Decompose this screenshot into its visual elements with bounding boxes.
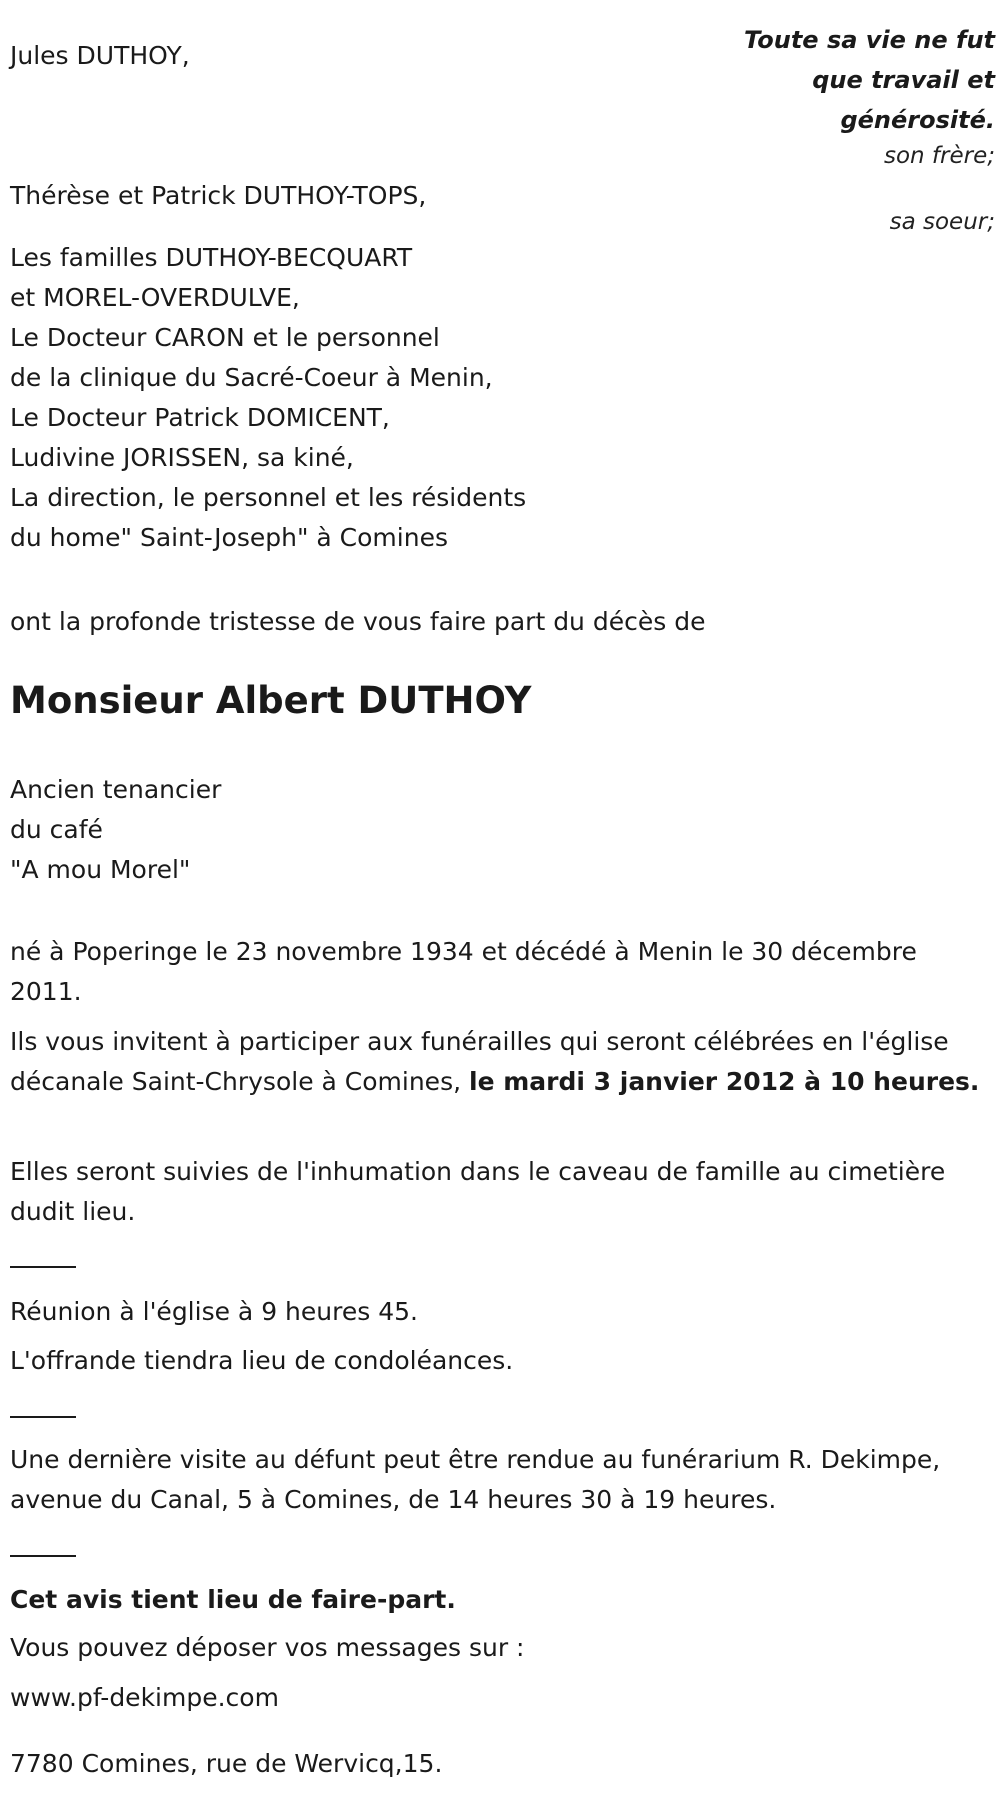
mourner-line: et MOREL-OVERDULVE, <box>10 283 300 312</box>
mourner-line: Les familles DUTHOY-BECQUART <box>10 243 413 272</box>
notice-text: Cet avis tient lieu de faire-part. <box>10 1585 456 1614</box>
occupation-line: du café <box>10 815 103 844</box>
deceased-name: Monsieur Albert DUTHOY <box>10 679 532 722</box>
epitaph-quote <box>744 20 995 140</box>
mourners-list <box>10 238 990 558</box>
separator <box>10 1416 76 1418</box>
birth-death-dates: né à Poperinge le 23 novembre 1934 et décédé à Menin le 30 décembre 2011. <box>10 937 917 1006</box>
funeral-info <box>10 1022 990 1102</box>
visit-info: Une dernière visite au défunt peut être rendue au funérarium R. Dekimpe, avenue du Canal, 5 à Comines, de 14 heures 30 à 19 heures. <box>10 1445 941 1514</box>
burial-info: Elles seront suivies de l'inhumation dans le caveau de famille au cimetière dudit lieu. <box>10 1157 946 1226</box>
mourner-line: Le Docteur Patrick DOMICENT, <box>10 403 390 432</box>
separator <box>10 1266 76 1268</box>
mourner-line: La direction, le personnel et les résidents <box>10 483 527 512</box>
relative-name-brother: Jules DUTHOY, <box>10 41 190 70</box>
mourner-line: du home" Saint-Joseph" à Comines <box>10 523 448 552</box>
website-link[interactable]: www.pf-dekimpe.com <box>10 1683 279 1712</box>
announcement-text: ont la profonde tristesse de vous faire part du décès de <box>10 607 706 636</box>
offering-info: L'offrande tiendra lieu de condoléances. <box>10 1346 514 1375</box>
relation-label-brother: son frère; <box>883 143 995 169</box>
separator <box>10 1555 76 1557</box>
mourner-line: Le Docteur CARON et le personnel <box>10 323 440 352</box>
messages-label: Vous pouvez déposer vos messages sur : <box>10 1633 525 1662</box>
funeral-text: Ils vous invitent à participer aux funérailles qui seront célébrées en l'église décanale Saint-Chrysole à Comines, <box>10 1027 949 1096</box>
quote-line: Toute sa vie ne fut <box>743 26 995 54</box>
quote-line: que travail et <box>812 66 995 94</box>
meeting-info: Réunion à l'église à 9 heures 45. <box>10 1297 418 1326</box>
relation-label-sister: sa soeur; <box>889 209 995 235</box>
mourner-line: Ludivine JORISSEN, sa kiné, <box>10 443 354 472</box>
occupation <box>10 770 990 890</box>
relative-name-sister: Thérèse et Patrick DUTHOY-TOPS, <box>10 181 427 210</box>
address: 7780 Comines, rue de Wervicq,15. <box>10 1749 443 1778</box>
occupation-line: "A mou Morel" <box>10 855 191 884</box>
quote-line: générosité. <box>840 106 995 134</box>
mourner-line: de la clinique du Sacré-Coeur à Menin, <box>10 363 493 392</box>
funeral-date: le mardi 3 janvier 2012 à 10 heures. <box>469 1067 980 1096</box>
occupation-line: Ancien tenancier <box>10 775 222 804</box>
